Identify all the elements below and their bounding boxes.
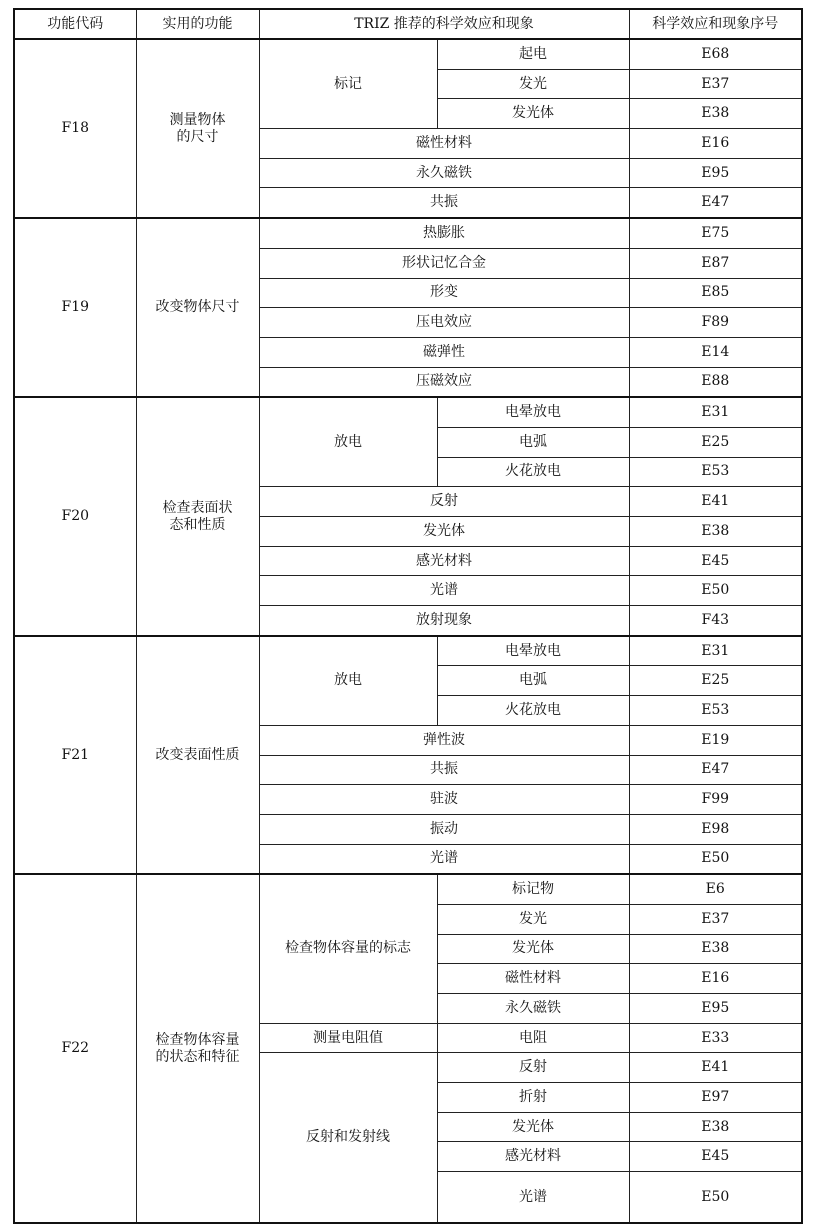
effect-id-cell: E53 xyxy=(629,457,802,487)
header-row xyxy=(14,9,802,39)
effect-id-cell: E68 xyxy=(629,39,802,69)
triz-effects-table xyxy=(13,8,803,1224)
effect-id-cell: E16 xyxy=(629,129,802,159)
effect-id-cell: E53 xyxy=(629,696,802,726)
effect-id-cell: E16 xyxy=(629,964,802,994)
effect-id-cell: E47 xyxy=(629,188,802,218)
effect-group-cell: 放电 xyxy=(259,397,437,487)
effect-cell: 起电 xyxy=(437,39,629,69)
effect-group-cell: 放电 xyxy=(259,636,437,726)
effect-cell: 形变 xyxy=(259,278,629,308)
effect-cell: 形状记忆合金 xyxy=(259,248,629,278)
effect-cell: 驻波 xyxy=(259,785,629,815)
function-name-cell xyxy=(136,874,259,1223)
effect-id-cell: E95 xyxy=(629,158,802,188)
table-row xyxy=(14,874,802,904)
effect-cell: 弹性波 xyxy=(259,725,629,755)
function-name-line: 改变物体尺寸 xyxy=(155,299,240,316)
effect-cell: 光谱 xyxy=(259,844,629,874)
effect-cell: 反射 xyxy=(259,487,629,517)
effect-id-cell: E33 xyxy=(629,1023,802,1053)
effect-cell: 火花放电 xyxy=(437,457,629,487)
effect-id-cell: E19 xyxy=(629,725,802,755)
effect-cell: 电晕放电 xyxy=(437,636,629,666)
effect-cell: 热膨胀 xyxy=(259,218,629,248)
effect-id-cell: E41 xyxy=(629,487,802,517)
function-name-cell xyxy=(136,218,259,397)
effect-id-cell: E50 xyxy=(629,1172,802,1224)
effect-id-cell: F89 xyxy=(629,308,802,338)
function-name-cell xyxy=(136,39,259,218)
effect-cell: 电阻 xyxy=(437,1023,629,1053)
effect-cell: 电弧 xyxy=(437,666,629,696)
effect-id-cell: E31 xyxy=(629,636,802,666)
effect-id-cell: E25 xyxy=(629,666,802,696)
effect-cell: 发光体 xyxy=(259,517,629,547)
function-name-line: 测量物体 xyxy=(169,111,226,128)
effect-id-cell: E37 xyxy=(629,69,802,99)
header-effect-id: 科学效应和现象序号 xyxy=(629,9,802,39)
function-code-cell: F22 xyxy=(14,874,136,1223)
effect-id-cell: E25 xyxy=(629,427,802,457)
header-triz-effects: TRIZ 推荐的科学效应和现象 xyxy=(259,9,629,39)
effect-cell: 放射现象 xyxy=(259,606,629,636)
effect-id-cell: E38 xyxy=(629,517,802,547)
effect-cell: 折射 xyxy=(437,1083,629,1113)
effect-cell: 电晕放电 xyxy=(437,397,629,427)
effect-group-cell: 检查物体容量的标志 xyxy=(259,874,437,1023)
function-name-cell xyxy=(136,636,259,875)
effect-cell: 发光体 xyxy=(437,99,629,129)
effect-cell: 反射 xyxy=(437,1053,629,1083)
effect-id-cell: E37 xyxy=(629,904,802,934)
effect-cell: 永久磁铁 xyxy=(259,158,629,188)
effect-cell: 光谱 xyxy=(437,1172,629,1224)
effect-cell: 磁弹性 xyxy=(259,337,629,367)
effect-group-cell: 标记 xyxy=(259,39,437,129)
effect-id-cell: E38 xyxy=(629,1112,802,1142)
effect-cell: 压电效应 xyxy=(259,308,629,338)
function-code-cell: F18 xyxy=(14,39,136,218)
effect-cell: 火花放电 xyxy=(437,696,629,726)
effect-id-cell: F43 xyxy=(629,606,802,636)
effect-id-cell: E50 xyxy=(629,576,802,606)
function-code-cell: F21 xyxy=(14,636,136,875)
effect-id-cell: E88 xyxy=(629,367,802,397)
effect-cell: 电弧 xyxy=(437,427,629,457)
function-code-cell: F19 xyxy=(14,218,136,397)
effect-cell: 振动 xyxy=(259,814,629,844)
effect-id-cell: E95 xyxy=(629,994,802,1024)
effect-cell: 磁性材料 xyxy=(437,964,629,994)
triz-table-container xyxy=(13,8,803,1224)
function-name-cell xyxy=(136,397,259,636)
effect-cell: 感光材料 xyxy=(437,1142,629,1172)
effect-id-cell: E47 xyxy=(629,755,802,785)
table-row xyxy=(14,218,802,248)
function-name-line: 的状态和特征 xyxy=(155,1048,240,1065)
table-row xyxy=(14,397,802,427)
effect-id-cell: E45 xyxy=(629,546,802,576)
effect-id-cell: E14 xyxy=(629,337,802,367)
effect-id-cell: E6 xyxy=(629,874,802,904)
function-name-line: 检查表面状 xyxy=(162,499,233,516)
effect-cell: 压磁效应 xyxy=(259,367,629,397)
effect-id-cell: E45 xyxy=(629,1142,802,1172)
function-name-line: 改变表面性质 xyxy=(155,746,240,763)
effect-cell: 永久磁铁 xyxy=(437,994,629,1024)
header-practical-function: 实用的功能 xyxy=(136,9,259,39)
effect-cell: 发光体 xyxy=(437,1112,629,1142)
table-row xyxy=(14,636,802,666)
effect-cell: 发光 xyxy=(437,904,629,934)
effect-id-cell: E75 xyxy=(629,218,802,248)
function-name-line: 的尺寸 xyxy=(176,128,219,145)
effect-id-cell: E50 xyxy=(629,844,802,874)
function-name-line: 检查物体容量 xyxy=(155,1031,240,1048)
effect-cell: 共振 xyxy=(259,188,629,218)
effect-id-cell: E38 xyxy=(629,934,802,964)
effect-id-cell: F99 xyxy=(629,785,802,815)
effect-id-cell: E98 xyxy=(629,814,802,844)
effect-cell: 磁性材料 xyxy=(259,129,629,159)
effect-group-cell: 反射和发射线 xyxy=(259,1053,437,1223)
effect-group-cell: 测量电阻值 xyxy=(259,1023,437,1053)
header-function-code: 功能代码 xyxy=(14,9,136,39)
effect-id-cell: E85 xyxy=(629,278,802,308)
effect-id-cell: E87 xyxy=(629,248,802,278)
effect-id-cell: E97 xyxy=(629,1083,802,1113)
effect-cell: 标记物 xyxy=(437,874,629,904)
effect-id-cell: E41 xyxy=(629,1053,802,1083)
effect-id-cell: E31 xyxy=(629,397,802,427)
effect-id-cell: E38 xyxy=(629,99,802,129)
effect-cell: 发光体 xyxy=(437,934,629,964)
effect-cell: 发光 xyxy=(437,69,629,99)
function-code-cell: F20 xyxy=(14,397,136,636)
effect-cell: 光谱 xyxy=(259,576,629,606)
effect-cell: 感光材料 xyxy=(259,546,629,576)
table-row xyxy=(14,39,802,69)
function-name-line: 态和性质 xyxy=(169,516,226,533)
effect-cell: 共振 xyxy=(259,755,629,785)
